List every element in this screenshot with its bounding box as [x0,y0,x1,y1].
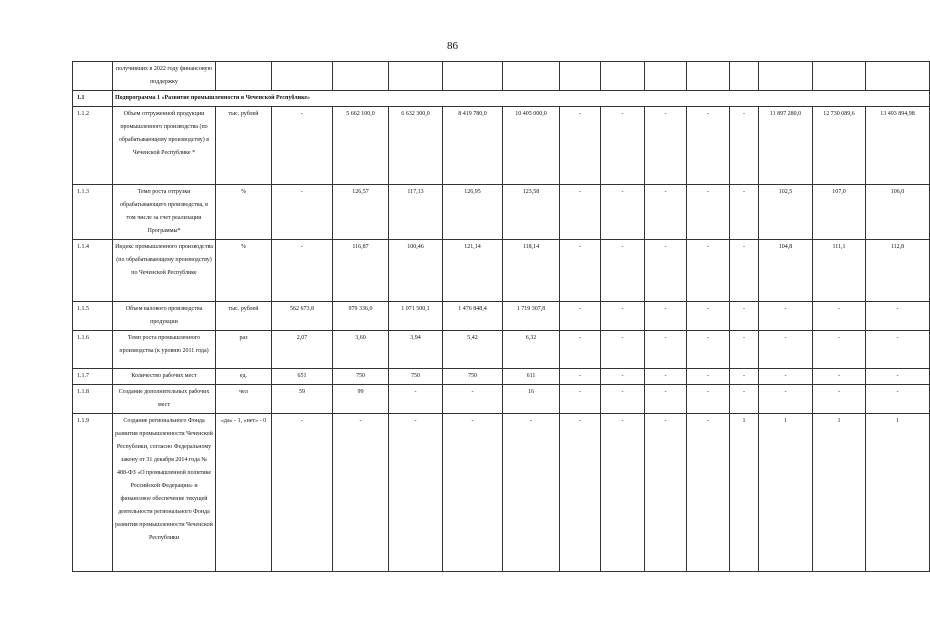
value-cell: - [866,302,930,331]
value-cell: - [645,302,687,331]
value-cell: 1 [759,414,813,572]
value-cell: - [866,385,930,414]
value-cell: 1 [813,414,866,572]
value-cell: - [813,369,866,385]
empty-cell [333,62,389,91]
empty-cell [687,62,730,91]
value-cell: - [645,385,687,414]
value-cell: 3,94 [389,331,443,369]
subprogram-title: Подпрограмма 1 «Развитие промышленности в Чеченской Республике» [113,91,930,107]
value-cell: 3,60 [333,331,389,369]
value-cell: 123,58 [503,185,560,240]
value-cell: 102,5 [759,185,813,240]
value-cell: - [272,240,333,302]
value-cell: 10 405 000,0 [503,107,560,185]
value-cell: - [601,385,645,414]
value-cell: - [730,107,759,185]
empty-cell [443,62,503,91]
value-cell: - [813,302,866,331]
value-cell: - [759,369,813,385]
value-cell: - [389,414,443,572]
value-cell: - [730,240,759,302]
value-cell: 121,14 [443,240,503,302]
table-row [73,369,930,385]
value-cell: - [601,331,645,369]
value-cell: - [687,385,730,414]
value-cell: - [866,369,930,385]
unit-cell: «да» - 1, «нет» - 0 [216,414,272,572]
value-cell: 117,13 [389,185,443,240]
indicator-name: Объем валового производства продукции [113,302,216,331]
value-cell: - [687,107,730,185]
value-cell: 126,57 [333,185,389,240]
value-cell: 1 071 500,1 [389,302,443,331]
unit-cell: % [216,240,272,302]
value-cell: - [601,107,645,185]
value-cell: - [730,331,759,369]
value-cell: - [560,331,601,369]
value-cell: 100,46 [389,240,443,302]
unit-cell: % [216,185,272,240]
unit-cell: чел [216,385,272,414]
empty-cell [813,62,866,91]
indicator-name: Создание дополнительных рабочих мест [113,385,216,414]
value-cell: - [560,302,601,331]
empty-cell [389,62,443,91]
row-number: 1.1.7 [73,369,113,385]
value-cell: 1 [730,414,759,572]
value-cell: - [560,185,601,240]
value-cell: - [759,331,813,369]
value-cell: 750 [443,369,503,385]
value-cell: - [813,331,866,369]
value-cell: 116,87 [333,240,389,302]
indicator-name: Темп роста промышленного производства (к уровню 2011 года) [113,331,216,369]
value-cell: - [645,414,687,572]
unit-cell: раз [216,331,272,369]
value-cell: - [560,414,601,572]
value-cell: 112,8 [866,240,930,302]
value-cell: - [645,369,687,385]
value-cell: 1 [866,414,930,572]
value-cell: 750 [333,369,389,385]
empty-cell [601,62,645,91]
value-cell: - [730,369,759,385]
value-cell: - [601,302,645,331]
unit-cell: ед. [216,369,272,385]
unit-cell: тыс. рублей [216,302,272,331]
value-cell: - [443,385,503,414]
value-cell: - [730,185,759,240]
empty-cell [216,62,272,91]
value-cell: 1 719 307,8 [503,302,560,331]
value-cell: - [730,302,759,331]
value-cell: 750 [389,369,443,385]
value-cell: 111,1 [813,240,866,302]
value-cell: - [560,107,601,185]
value-cell: 2,07 [272,331,333,369]
value-cell: 13 493 894,98 [866,107,930,185]
value-cell: 99 [333,385,389,414]
value-cell: - [687,331,730,369]
value-cell: - [687,369,730,385]
value-cell: - [687,240,730,302]
value-cell: 6,32 [503,331,560,369]
value-cell: 126,95 [443,185,503,240]
value-cell: - [601,240,645,302]
value-cell: 59 [272,385,333,414]
value-cell: - [601,185,645,240]
table-row [73,185,930,240]
value-cell: - [601,369,645,385]
table-row [73,414,930,572]
value-cell: - [560,369,601,385]
value-cell: 651 [272,369,333,385]
subprogram-num: 1.1 [73,91,113,107]
value-cell: 16 [503,385,560,414]
row-number: 1.1.5 [73,302,113,331]
empty-cell [645,62,687,91]
row-number: 1.1.8 [73,385,113,414]
intro-text: получивших в 2022 году финансовую поддержку [113,62,216,91]
subprogram-row [73,91,930,107]
value-cell: 11 897 280,0 [759,107,813,185]
value-cell: 6 632 300,0 [389,107,443,185]
row-number: 1.1.4 [73,240,113,302]
value-cell: 8 419 780,0 [443,107,503,185]
indicator-name: Индекс промышленного производства (по обрабатывающему производству) по Чеченской Республике [113,240,216,302]
value-cell: - [759,385,813,414]
value-cell: 562 673,8 [272,302,333,331]
value-cell: - [645,331,687,369]
intro-row [73,62,930,91]
table-row [73,331,930,369]
value-cell: - [272,107,333,185]
value-cell: - [503,414,560,572]
value-cell: 611 [503,369,560,385]
value-cell: 106,0 [866,185,930,240]
value-cell: - [389,385,443,414]
intro-num-cell [73,62,113,91]
value-cell: - [866,331,930,369]
page-number: 86 [447,40,458,52]
value-cell: 12 730 089,6 [813,107,866,185]
value-cell: - [687,185,730,240]
value-cell: 107,0 [813,185,866,240]
value-cell: - [687,302,730,331]
value-cell: - [645,185,687,240]
indicator-name: Количество рабочих мест [113,369,216,385]
value-cell: - [443,414,503,572]
row-number: 1.1.3 [73,185,113,240]
value-cell: 118,14 [503,240,560,302]
empty-cell [272,62,333,91]
table-row [73,240,930,302]
unit-cell: тыс. рублей [216,107,272,185]
table-row [73,302,930,331]
indicator-name: Создание регионального Фонда развития промышленности Чеченской Республики, согласно Федеральному закону от 31 декабря 2014 года № 488-ФЗ «О промышленной политике Российской Федерации» и финансовое обеспечение текущей деятельности регионального Фонда развития промышленности Чеченской Республики [113,414,216,572]
empty-cell [866,62,930,91]
value-cell: 1 476 848,4 [443,302,503,331]
row-number: 1.1.2 [73,107,113,185]
value-cell: 104,8 [759,240,813,302]
indicators-table [72,61,930,572]
value-cell: - [272,414,333,572]
table-row [73,385,930,414]
value-cell: - [333,414,389,572]
value-cell: - [272,185,333,240]
row-number: 1.1.9 [73,414,113,572]
value-cell: - [645,107,687,185]
table-row [73,107,930,185]
indicator-name: Темп роста отгрузки обрабатывающего производства, в том числе за счет реализации Программы* [113,185,216,240]
value-cell: - [813,385,866,414]
row-number: 1.1.6 [73,331,113,369]
value-cell: - [730,385,759,414]
value-cell: - [601,414,645,572]
value-cell: - [687,414,730,572]
empty-cell [730,62,759,91]
value-cell: - [759,302,813,331]
value-cell: - [560,240,601,302]
empty-cell [560,62,601,91]
value-cell: 5,42 [443,331,503,369]
indicator-name: Объем отгруженной продукции промышленного производства (по обрабатывающему производству) в Чеченской Республике * [113,107,216,185]
value-cell: 979 336,0 [333,302,389,331]
value-cell: 5 662 100,0 [333,107,389,185]
value-cell: - [560,385,601,414]
empty-cell [503,62,560,91]
value-cell: - [645,240,687,302]
empty-cell [759,62,813,91]
